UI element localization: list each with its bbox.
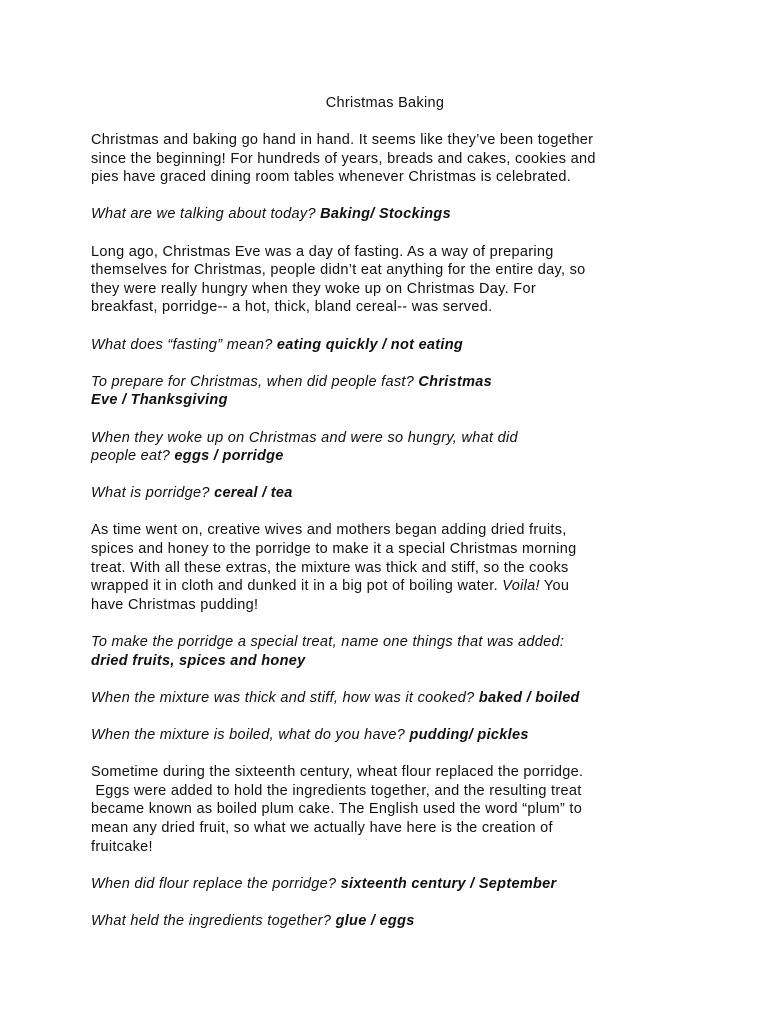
question-1 — [91, 205, 691, 224]
text-line: Christmas and baking go hand in hand. It seems like they’ve been together — [91, 132, 594, 148]
text-line: Long ago, Christmas Eve was a day of fasting. As a way of preparing — [91, 243, 554, 260]
text-line: Eggs were added to hold the ingredients together, and the resulting treat — [91, 782, 582, 799]
text-line: breakfast, porridge-- a hot, thick, bland cereal-- was served. — [91, 299, 493, 316]
question-text: To make the porridge a special treat, name one things that was added: — [91, 634, 565, 651]
text-line: since the beginning! For hundreds of years, breads and cakes, cookies and — [91, 150, 596, 167]
answer-choices: cereal / tea — [214, 485, 293, 502]
text-line: As time went on, creative wives and mothers began adding dried fruits, — [91, 522, 567, 539]
question-text: When the mixture was thick and stiff, how was it cooked? — [91, 689, 479, 706]
paragraph-fruitcake — [91, 763, 691, 856]
answer-choices: baked / boiled — [478, 689, 580, 706]
answer-text: dried fruits, spices and honey — [91, 652, 306, 669]
answer-choices: eggs / porridge — [174, 448, 284, 465]
question-5 — [91, 484, 691, 503]
question-7 — [91, 689, 691, 708]
question-9 — [91, 875, 691, 894]
document-body — [91, 131, 691, 949]
text-line: pies have graced dining room tables whenever Christmas is celebrated. — [91, 169, 572, 186]
answer-choices: eating quickly / not eating — [276, 336, 464, 353]
question-3 — [91, 373, 691, 410]
text-line: themselves for Christmas, people didn’t eat anything for the entire day, so — [91, 262, 586, 279]
text-line: spices and honey to the porridge to make it a special Christmas morning — [91, 541, 577, 558]
voila-text: Voila! — [502, 578, 540, 595]
text-line: wrapped it in cloth and dunked it in a big pot of boiling water. — [91, 578, 503, 595]
answer-choices: Eve / Thanksgiving — [91, 392, 228, 409]
question-2 — [91, 336, 691, 355]
answer-choices: Baking/ Stockings — [320, 206, 451, 223]
question-text: people eat? — [91, 448, 175, 465]
text-line: became known as boiled plum cake. The English used the word “plum” to — [91, 801, 583, 818]
question-text: To prepare for Christmas, when did people fast? — [91, 373, 419, 390]
paragraph-pudding — [91, 521, 691, 614]
paragraph-intro — [91, 131, 691, 187]
page-title: Christmas Baking — [325, 95, 445, 111]
text-line: they were really hungry when they woke up on Christmas Day. For — [91, 280, 536, 297]
question-text: What held the ingredients together? — [91, 912, 336, 929]
question-6 — [91, 633, 691, 670]
text-line: You — [539, 578, 570, 595]
question-text: When the mixture is boiled, what do you have? — [91, 727, 410, 743]
question-text: When they woke up on Christmas and were so hungry, what did — [91, 429, 518, 446]
text-line: fruitcake! — [91, 838, 153, 855]
question-text: What are we talking about today? — [91, 206, 321, 223]
answer-choices: pudding/ pickles — [409, 727, 529, 743]
question-10 — [91, 912, 691, 931]
question-8 — [91, 726, 691, 745]
question-4 — [91, 429, 691, 466]
answer-choices: glue / eggs — [335, 912, 415, 929]
answer-choices: Christmas — [418, 373, 493, 390]
text-line: have Christmas pudding! — [91, 596, 259, 613]
question-text: When did flour replace the porridge? — [91, 875, 341, 892]
text-line: mean any dried fruit, so what we actually have here is the creation of — [91, 819, 553, 836]
text-line: treat. With all these extras, the mixture was thick and stiff, so the cooks — [91, 559, 569, 576]
paragraph-fasting — [91, 243, 691, 317]
question-text: What does “fasting” mean? — [91, 336, 277, 353]
text-line: Sometime during the sixteenth century, wheat flour replaced the porridge. — [91, 764, 584, 781]
question-text: What is porridge? — [91, 485, 215, 502]
answer-choices: sixteenth century / September — [340, 875, 557, 892]
